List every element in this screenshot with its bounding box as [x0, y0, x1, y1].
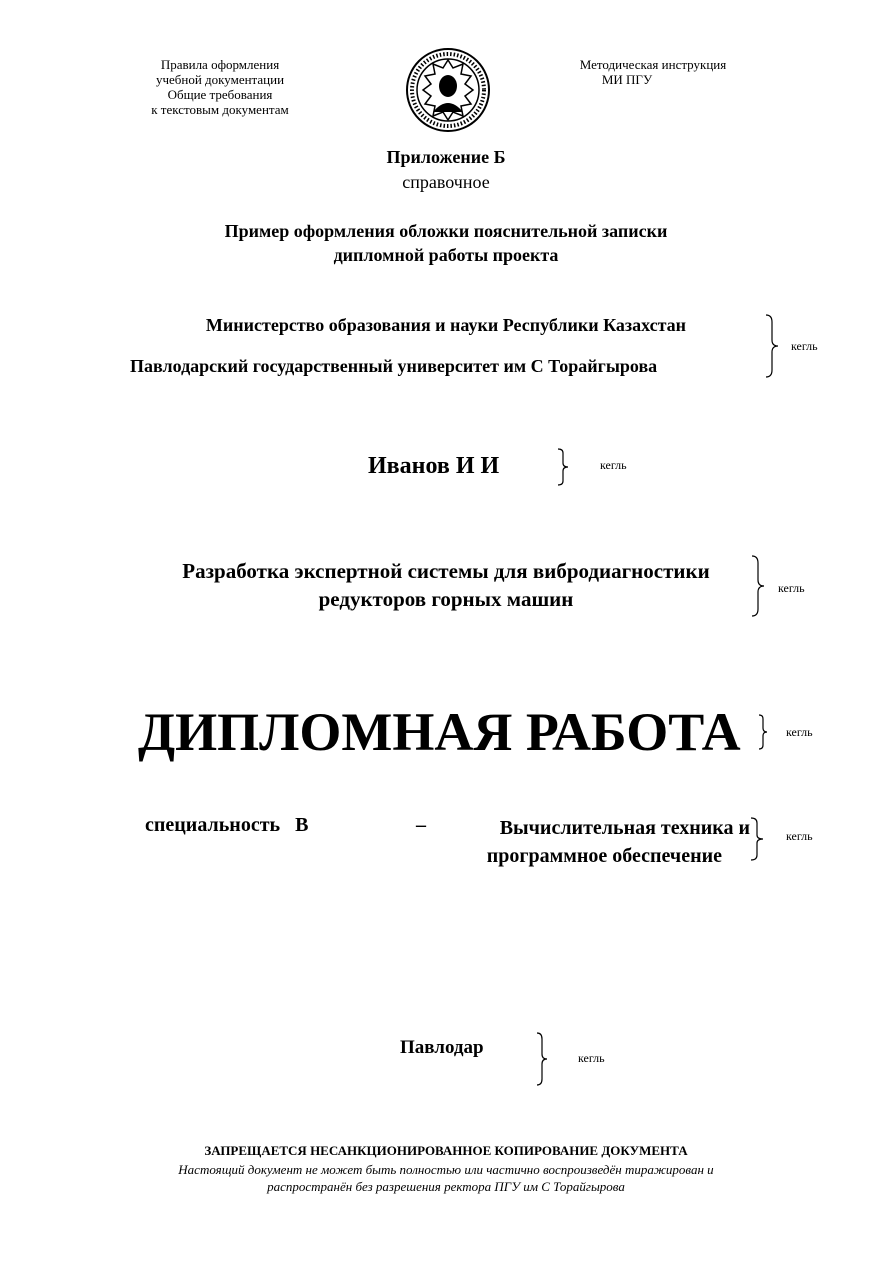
footer-note-line: Настоящий документ не может быть полностью или частично воспроизведён тиражирован и [178, 1162, 714, 1177]
brace-label: кегль [786, 829, 813, 843]
brace-icon [556, 448, 570, 486]
header-left-line: к текстовым документам [151, 102, 289, 117]
ministry: Министерство образования и науки Республики Казахстан [205, 315, 687, 335]
brace-label: кегль [778, 581, 805, 595]
example-title-line: Пример оформления обложки пояснительной записки [224, 221, 668, 241]
brace-icon [535, 1032, 549, 1086]
header-right-line: Методическая инструкция [579, 57, 727, 72]
brace-label: кегль [791, 339, 818, 353]
university-seal-logo [403, 46, 493, 134]
specialty-label: специальность В [145, 814, 309, 836]
header-right [553, 57, 753, 87]
example-title [96, 219, 796, 267]
specialty-name-line: программное обеспечение [486, 845, 722, 867]
header-left-line: Общие требования [167, 87, 273, 102]
city: Павлодар [400, 1037, 484, 1058]
header-left-line: учебной документации [155, 72, 285, 87]
topic [140, 557, 752, 613]
appendix-subtitle: справочное [402, 172, 490, 192]
work-type: ДИПЛОМНАЯ РАБОТА [138, 702, 741, 762]
specialty-name-line: Вычислительная техника и [499, 817, 750, 839]
university: Павлодарский государственный университет им С Торайгырова [130, 356, 658, 376]
topic-line: редукторов горных машин [318, 587, 574, 611]
brace-label: кегль [600, 458, 627, 472]
brace-icon [749, 817, 765, 861]
brace-icon [750, 555, 766, 617]
example-title-line: дипломной работы проекта [333, 245, 559, 265]
header-left-line: Правила оформления [160, 57, 280, 72]
specialty-dash: – [416, 814, 426, 836]
header-left [120, 57, 320, 117]
footer-note-line: распространён без разрешения ректора ПГУ им С Торайгырова [267, 1179, 625, 1194]
author-name: Иванов И И [368, 453, 500, 479]
specialty-name [440, 814, 750, 870]
brace-icon [764, 314, 780, 378]
brace-label: кегль [786, 725, 813, 739]
header-right-line: МИ ПГУ [601, 72, 653, 87]
topic-line: Разработка экспертной системы для вибродиагностики [182, 559, 710, 583]
brace-label: кегль [578, 1051, 605, 1065]
footer-note [96, 1161, 796, 1195]
footer-warning: ЗАПРЕЩАЕТСЯ НЕСАНКЦИОНИРОВАННОЕ КОПИРОВАНИЕ ДОКУМЕНТА [204, 1143, 688, 1158]
appendix-title: Приложение Б [386, 147, 506, 167]
brace-icon [757, 714, 769, 750]
